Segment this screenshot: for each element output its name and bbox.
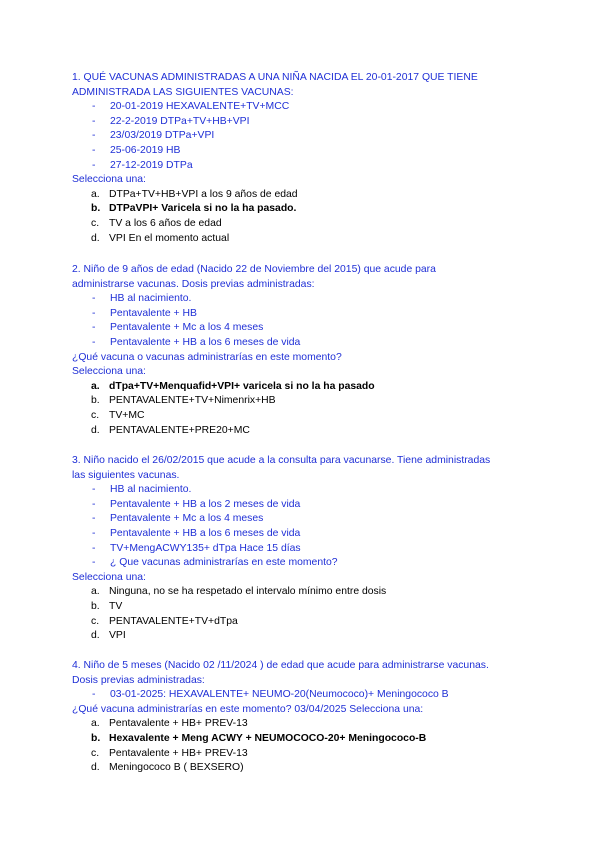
select-label: Selecciona una: — [72, 571, 146, 583]
dash-marker: - — [92, 322, 96, 334]
answer-option-a[interactable] — [72, 380, 542, 395]
dash-marker: - — [92, 498, 96, 510]
answer-option-d[interactable] — [72, 424, 542, 439]
previous-dose-text: TV+MengACWY135+ dTpa Hace 15 días — [110, 542, 301, 554]
previous-dose-item — [72, 556, 542, 571]
previous-dose-text: HB al nacimiento. — [110, 293, 192, 305]
answer-option-b[interactable] — [72, 732, 542, 747]
dash-marker: - — [92, 144, 96, 156]
previous-dose-item — [72, 292, 542, 307]
option-text: TV a los 6 años de edad — [109, 217, 222, 229]
dash-marker: - — [92, 484, 96, 496]
previous-dose-text: 25-06-2019 HB — [110, 144, 181, 156]
dash-marker: - — [92, 307, 96, 319]
question-4 — [72, 659, 542, 776]
option-letter: d. — [91, 232, 100, 244]
answer-option-d[interactable] — [72, 629, 542, 644]
answer-option-a[interactable] — [72, 717, 542, 732]
select-label: Selecciona una: — [72, 174, 146, 186]
option-text: Meningococo B ( BEXSERO) — [109, 762, 244, 774]
dash-marker: - — [92, 513, 96, 525]
previous-dose-text: HB al nacimiento. — [110, 484, 192, 496]
option-letter: b. — [91, 600, 100, 612]
option-text: DTPa+TV+HB+VPI a los 9 años de edad — [109, 188, 298, 200]
option-letter: c. — [91, 747, 100, 759]
answer-option-b[interactable] — [72, 394, 542, 409]
answer-option-a[interactable] — [72, 188, 542, 203]
option-text: Ninguna, no se ha respetado el intervalo mínimo entre dosis — [109, 586, 387, 598]
question-prompt: ¿Qué vacuna administrarías en este momento? 03/04/2025 Selecciona una: — [72, 703, 424, 715]
option-letter: c. — [91, 217, 100, 229]
previous-dose-text: Pentavalente + HB a los 6 meses de vida — [110, 527, 301, 539]
option-letter: a. — [91, 718, 100, 730]
select-label: Selecciona una: — [72, 366, 146, 378]
question-title-line: las siguientes vacunas. — [72, 469, 180, 481]
option-text: TV — [109, 600, 123, 612]
question-title-line: 3. Niño nacido el 26/02/2015 que acude a la consulta para vacunarse. Tiene administradas — [72, 455, 491, 466]
previous-dose-item — [72, 144, 542, 159]
question-title-line: ADMINISTRADA LAS SIGUIENTES VACUNAS: — [72, 86, 294, 98]
answer-option-a[interactable] — [72, 585, 542, 600]
previous-dose-text: 20-01-2019 HEXAVALENTE+TV+MCC — [110, 101, 290, 113]
dash-marker: - — [92, 557, 96, 569]
option-letter: a. — [91, 188, 100, 200]
option-letter: b. — [91, 395, 100, 407]
option-letter: d. — [91, 762, 100, 774]
option-text: Hexavalente + Meng ACWY + NEUMOCOCO-20+ Meningococo-B — [109, 732, 427, 744]
question-title-line: Dosis previas administradas: — [72, 674, 205, 686]
option-text: PENTAVALENTE+TV+Nimenrix+HB — [109, 395, 276, 407]
option-text: DTPaVPI+ Varicela si no la ha pasado. — [109, 203, 297, 215]
answer-option-c[interactable] — [72, 409, 542, 424]
previous-dose-item — [72, 115, 542, 130]
dash-marker: - — [92, 293, 96, 305]
previous-dose-text: Pentavalente + HB a los 6 meses de vida — [110, 336, 301, 348]
previous-dose-text: Pentavalente + Mc a los 4 meses — [110, 322, 264, 334]
question-title-line: 2. Niño de 9 años de edad (Nacido 22 de Noviembre del 2015) que acude para — [72, 264, 436, 275]
question-2 — [72, 263, 542, 438]
option-text: PENTAVALENTE+TV+dTpa — [109, 615, 238, 627]
option-text: dTpa+TV+Menquafid+VPI+ varicela si no la ha pasado — [109, 380, 375, 392]
option-letter: c. — [91, 615, 100, 627]
previous-dose-text: 22-2-2019 DTPa+TV+HB+VPI — [110, 115, 250, 127]
option-letter: a. — [91, 380, 100, 392]
option-text: Pentavalente + HB+ PREV-13 — [109, 718, 248, 730]
previous-dose-item — [72, 527, 542, 542]
previous-dose-text: 03-01-2025: HEXAVALENTE+ NEUMO-20(Neumococo)+ Meningococo B — [110, 689, 449, 701]
previous-dose-item — [72, 129, 542, 144]
previous-dose-item — [72, 159, 542, 174]
dash-marker: - — [92, 527, 96, 539]
question-1 — [72, 71, 542, 246]
dash-marker: - — [92, 336, 96, 348]
option-text: VPI — [109, 630, 126, 642]
option-text: Pentavalente + HB+ PREV-13 — [109, 747, 248, 759]
question-title-line: 4. Niño de 5 meses (Nacido 02 /11/2024 ) de edad que acude para administrarse vacunas. — [72, 660, 489, 671]
option-letter: b. — [91, 203, 101, 215]
previous-dose-text: Pentavalente + HB — [110, 307, 197, 319]
dash-marker: - — [92, 689, 96, 701]
dash-marker: - — [92, 115, 96, 127]
previous-dose-text: Pentavalente + Mc a los 4 meses — [110, 513, 264, 525]
dash-marker: - — [92, 159, 96, 171]
answer-option-d[interactable] — [72, 232, 542, 247]
option-letter: d. — [91, 424, 100, 436]
previous-dose-item — [72, 100, 542, 115]
question-title-line: 1. QUÉ VACUNAS ADMINISTRADAS A UNA NIÑA NACIDA EL 20-01-2017 QUE TIENE — [72, 72, 478, 83]
option-letter: d. — [91, 630, 100, 642]
dash-marker: - — [92, 542, 96, 554]
previous-dose-item — [72, 512, 542, 527]
previous-dose-item — [72, 542, 542, 557]
option-letter: c. — [91, 409, 100, 421]
previous-dose-text: ¿ Que vacunas administrarías en este momento? — [110, 557, 338, 569]
previous-dose-text: 27-12-2019 DTPa — [110, 159, 193, 171]
answer-option-c[interactable] — [72, 217, 542, 232]
option-letter: b. — [91, 732, 101, 744]
answer-option-b[interactable] — [72, 202, 542, 217]
answer-option-b[interactable] — [72, 600, 542, 615]
answer-option-c[interactable] — [72, 747, 542, 762]
previous-dose-item — [72, 336, 542, 351]
previous-dose-item — [72, 321, 542, 336]
answer-option-d[interactable] — [72, 761, 542, 776]
previous-dose-item — [72, 483, 542, 498]
previous-dose-item — [72, 688, 542, 703]
option-text: PENTAVALENTE+PRE20+MC — [109, 424, 250, 436]
dash-marker: - — [92, 101, 96, 113]
option-text: VPI En el momento actual — [109, 232, 230, 244]
question-3 — [72, 454, 542, 644]
previous-dose-text: Pentavalente + HB a los 2 meses de vida — [110, 498, 301, 510]
option-letter: a. — [91, 586, 100, 598]
previous-dose-text: 23/03/2019 DTPa+VPI — [110, 130, 215, 142]
previous-dose-item — [72, 307, 542, 322]
answer-option-c[interactable] — [72, 615, 542, 630]
previous-dose-item — [72, 498, 542, 513]
question-prompt: ¿Qué vacuna o vacunas administrarías en este momento? — [72, 351, 342, 363]
dash-marker: - — [92, 130, 96, 142]
option-text: TV+MC — [109, 409, 145, 421]
question-title-line: administrarse vacunas. Dosis previas administradas: — [72, 278, 315, 290]
